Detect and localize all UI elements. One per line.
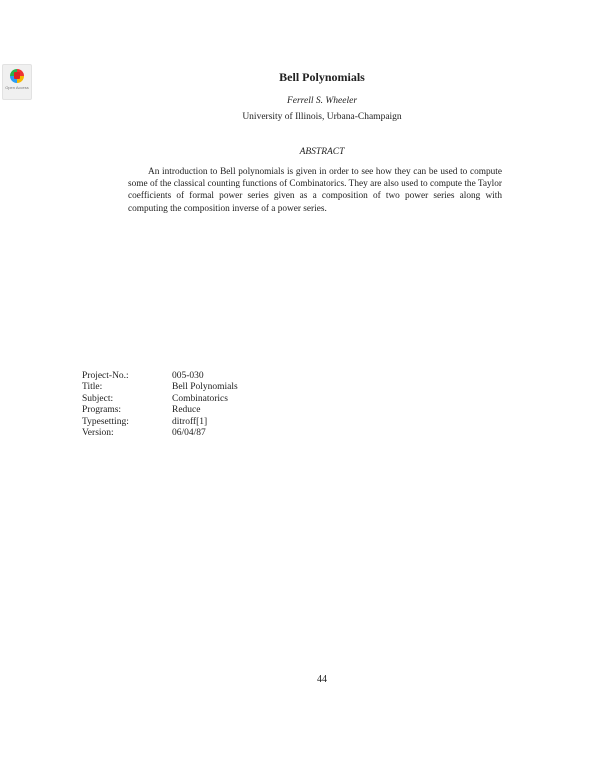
metadata-key: Version: (82, 428, 114, 439)
metadata-value: Reduce (172, 405, 201, 416)
paper-affiliation: University of Illinois, Urbana-Champaign (242, 112, 402, 122)
metadata-key: Subject: (82, 393, 114, 404)
metadata-row (82, 428, 238, 439)
metadata-value: ditroff[1] (172, 416, 208, 427)
metadata-table (82, 371, 238, 439)
metadata-key: Title: (82, 382, 103, 393)
metadata-row (82, 371, 238, 382)
metadata-value: Bell Polynomials (172, 382, 238, 393)
abstract-heading: ABSTRACT (299, 147, 345, 157)
metadata-value: Combinatorics (172, 393, 228, 404)
metadata-value: 005-030 (172, 371, 204, 381)
abstract-body: An introduction to Bell polynomials is given in order to see how they can be used to compute some of the classical counting functions of Combinatorics. They are also used to compute the Taylor coefficients of formal power series given as a composition of two power series along with computing the composition inverse of a power series. (128, 167, 502, 214)
metadata-key: Programs: (82, 405, 122, 416)
badge-label: Open Access (5, 85, 29, 90)
metadata-row (82, 417, 238, 428)
metadata-value: 06/04/87 (172, 428, 206, 439)
paper-author: Ferrell S. Wheeler (286, 96, 358, 106)
metadata-row (82, 382, 238, 393)
page-number: 44 (317, 674, 327, 685)
metadata-row (82, 405, 238, 416)
metadata-key: Project-No.: (82, 371, 129, 381)
paper-title: Bell Polynomials (279, 70, 365, 84)
metadata-row (82, 394, 238, 405)
metadata-key: Typesetting: (82, 416, 129, 427)
